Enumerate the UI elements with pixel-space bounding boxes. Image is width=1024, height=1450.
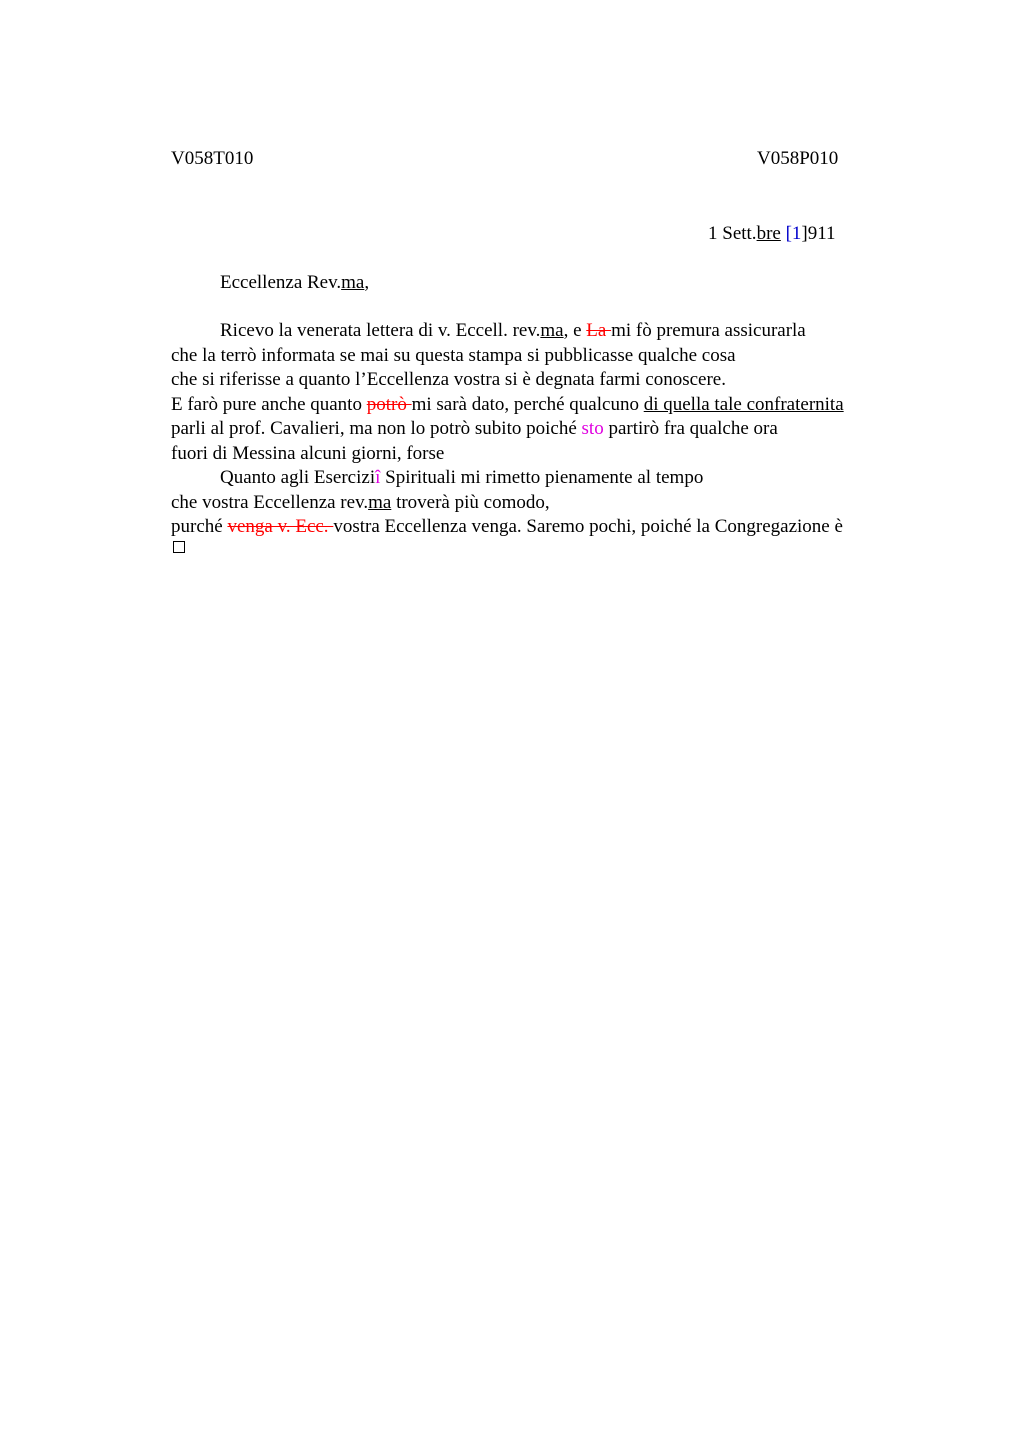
line4-part-a: E farò pure anche quanto (171, 394, 367, 415)
line5-part-a: parli al prof. Cavalieri, ma non lo potrò subito poiché (171, 418, 582, 439)
date-month-abbrev: bre (756, 223, 781, 244)
body-line-2: che la terrò informata se mai su questa stampa si pubblicasse qualche cosa (171, 345, 736, 366)
line1-part-c: mi fò premura assicurarla (611, 320, 806, 341)
line4-part-b: mi sarà dato, perché qualcuno (411, 394, 644, 415)
line5-addition: sto (581, 418, 604, 439)
line8-part-b: troverà più comodo, (391, 492, 550, 513)
salutation-abbrev: ma (341, 272, 365, 293)
body-line-8 (171, 493, 550, 512)
salutation-comma: , (364, 272, 370, 293)
line5-part-b: partirò fra qualche ora (603, 418, 778, 439)
salutation (220, 273, 369, 292)
line1-abbrev: ma (540, 320, 564, 341)
empty-square-icon (173, 541, 185, 553)
date-bracket-open: [ (785, 223, 792, 244)
line9-part-a: purché (171, 516, 228, 537)
line7-part-b: Spirituali mi rimetto pienamente al tempo (380, 467, 704, 488)
line7-part-a: Quanto agli Esercizi (220, 467, 376, 488)
body-line-1 (220, 321, 806, 340)
line7-addition: î (375, 467, 381, 488)
document-code-left: V058T010 (171, 148, 254, 169)
document-code-right: V058P010 (757, 148, 839, 169)
line9-deletion: venga v. Ecc. (227, 516, 334, 537)
line4-deletion: potrò (366, 394, 412, 415)
letter-date (708, 224, 836, 243)
date-year-rest: 911 (807, 223, 836, 244)
body-line-9 (171, 517, 843, 536)
line8-abbrev: ma (368, 492, 392, 513)
line4-underlined: di quella tale confraternita (643, 394, 844, 415)
line9-part-b: vostra Eccellenza venga. Saremo pochi, poiché la Congregazione è (333, 516, 843, 537)
line1-part-a: Ricevo la venerata lettera di v. Eccell. rev. (220, 320, 541, 341)
body-line-4 (171, 395, 844, 414)
body-line-7 (220, 468, 703, 487)
body-line-3: che si riferisse a quanto l’Eccellenza vostra si è degnata farmi conoscere. (171, 369, 726, 390)
line1-deletion: La (586, 320, 612, 341)
body-line-5 (171, 419, 778, 438)
date-bracket-digit: 1 (791, 223, 802, 244)
date-bracket-close: ] (801, 223, 808, 244)
date-prefix: 1 Sett. (708, 223, 757, 244)
body-line-6: fuori di Messina alcuni giorni, forse (171, 443, 445, 464)
line8-part-a: che vostra Eccellenza rev. (171, 492, 369, 513)
salutation-text: Eccellenza Rev. (220, 272, 342, 293)
line1-part-b: , e (563, 320, 587, 341)
